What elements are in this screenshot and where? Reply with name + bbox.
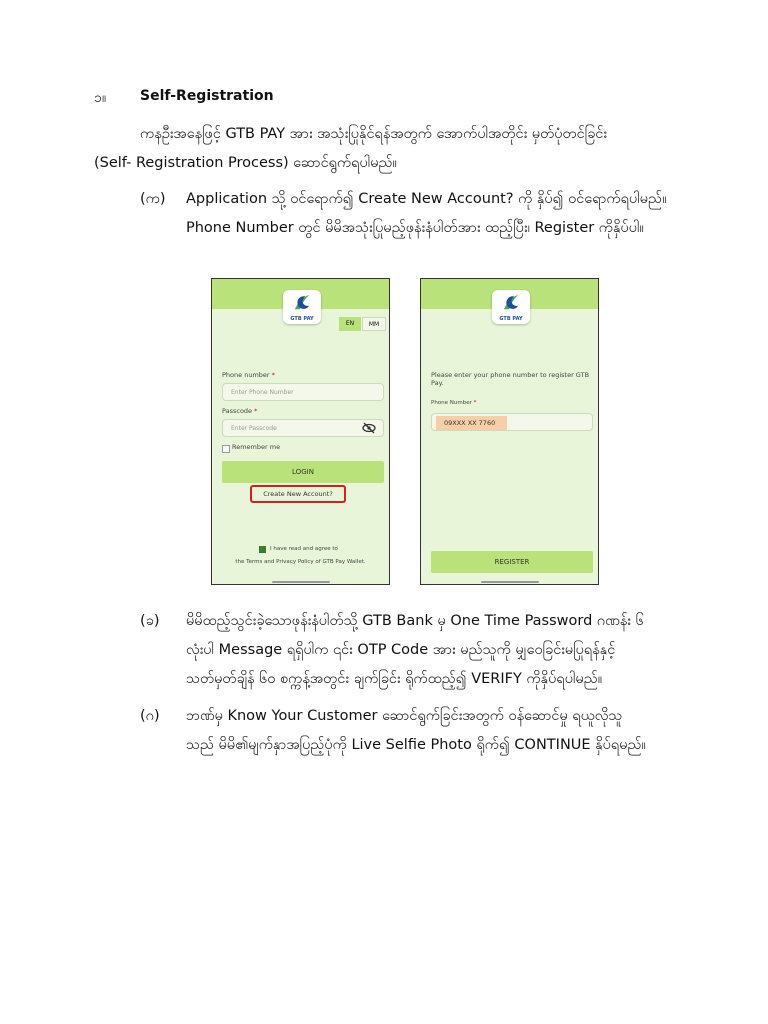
logo-swoosh-icon [293, 293, 311, 311]
section-title: Self-Registration [140, 88, 274, 104]
list-item-line: သည် မိမိ၏မျက်နှာအပြည့်ပုံကို Live Selfie Photo ရိုက်၍ CONTINUE နှိပ်ရမည်။ [186, 737, 646, 753]
phone-number-value: 09XXX XX 7760 [436, 416, 507, 430]
passcode-label-text: Passcode [222, 407, 253, 415]
intro-line-2: (Self- Registration Process) ဆောင်ရွက်ရပါမည်။ [94, 155, 397, 171]
eye-off-icon[interactable] [362, 422, 376, 434]
phone-number-label-text: Phone Number [431, 400, 472, 406]
list-item-label: (က) [140, 191, 166, 207]
agree-checkbox[interactable] [259, 546, 266, 553]
logo-swoosh-icon [502, 293, 520, 311]
list-item-label: (ခ) [140, 613, 160, 629]
logo-text: GTB PAY [499, 316, 523, 322]
list-item-line: Application သို့ ဝင်ရောက်၍ Create New Account? ကို နှိပ်၍ ဝင်ရောက်ရပါမည်။ [186, 191, 667, 207]
list-item-line: သတ်မှတ်ချိန် ၆၀ စက္ကန့်အတွင်း ချက်ခြင်း ရိုက်ထည့်၍ VERIFY ကိုနှိပ်ရပါမည်။ [186, 671, 603, 687]
list-item-line: ဘဏ်မှ Know Your Customer ဆောင်ရွက်ခြင်းအတွက် ဝန်ဆောင်မှု ရယူလိုသူ [186, 708, 623, 724]
list-item-line: Phone Number တွင် မိမိအသုံးပြုမည့်ဖုန်းနံပါတ်အား ထည့်ပြီး၊ Register ကိုနှိပ်ပါ။ [186, 220, 644, 236]
create-new-account-link[interactable]: Create New Account? [250, 485, 346, 503]
register-screen-screenshot [420, 278, 599, 585]
lang-en-toggle[interactable]: EN [339, 317, 361, 331]
phone-number-label [431, 400, 476, 406]
lang-mm-toggle[interactable]: MM [362, 317, 386, 331]
passcode-label [222, 407, 257, 415]
gtb-pay-logo [492, 290, 530, 324]
phone-number-input[interactable]: Enter Phone Number [222, 383, 384, 401]
intro-paragraph [94, 120, 676, 178]
phone-number-input[interactable] [431, 413, 593, 431]
required-mark: * [473, 400, 477, 406]
list-item-line: မိမိထည့်သွင်းခဲ့သောဖုန်းနံပါတ်သို့ GTB Bank မှ One Time Password ဂဏန်း ၆ [186, 613, 644, 629]
home-indicator [481, 581, 539, 583]
required-mark: * [254, 407, 258, 415]
register-button[interactable]: REGISTER [431, 551, 593, 573]
list-item-line: လုံးပါ Message ရရှိပါက ၎င်း OTP Code အား မည်သူကို မျှဝေခြင်းမပြုရန်နှင့် [186, 642, 616, 658]
logo-text: GTB PAY [290, 316, 314, 322]
passcode-input[interactable]: Enter Passcode [222, 419, 384, 437]
login-screen-screenshot [211, 278, 390, 585]
phone-number-label-text: Phone number [222, 371, 270, 379]
required-mark: * [271, 371, 275, 379]
phone-number-label [222, 371, 275, 379]
intro-line-1: ကနဦးအနေဖြင့် GTB PAY အား အသုံးပြုနိုင်ရန်အတွက် အောက်ပါအတိုင်း မှတ်ပုံတင်ခြင်း [140, 126, 608, 142]
section-number: ၁။ [94, 90, 107, 106]
remember-me-label: Remember me [232, 443, 281, 451]
gtb-pay-logo [283, 290, 321, 324]
list-item-label: (ဂ) [140, 708, 160, 724]
remember-me-checkbox[interactable] [222, 445, 230, 453]
agree-text-line-2: the Terms and Privacy Policy of GTB Pay Wallet. [235, 559, 366, 565]
agree-text-line-1: I have read and agree to [270, 546, 338, 552]
register-instruction: Please enter your phone number to register GTB Pay. [431, 371, 590, 387]
home-indicator [272, 581, 330, 583]
login-button[interactable]: LOGIN [222, 461, 384, 483]
